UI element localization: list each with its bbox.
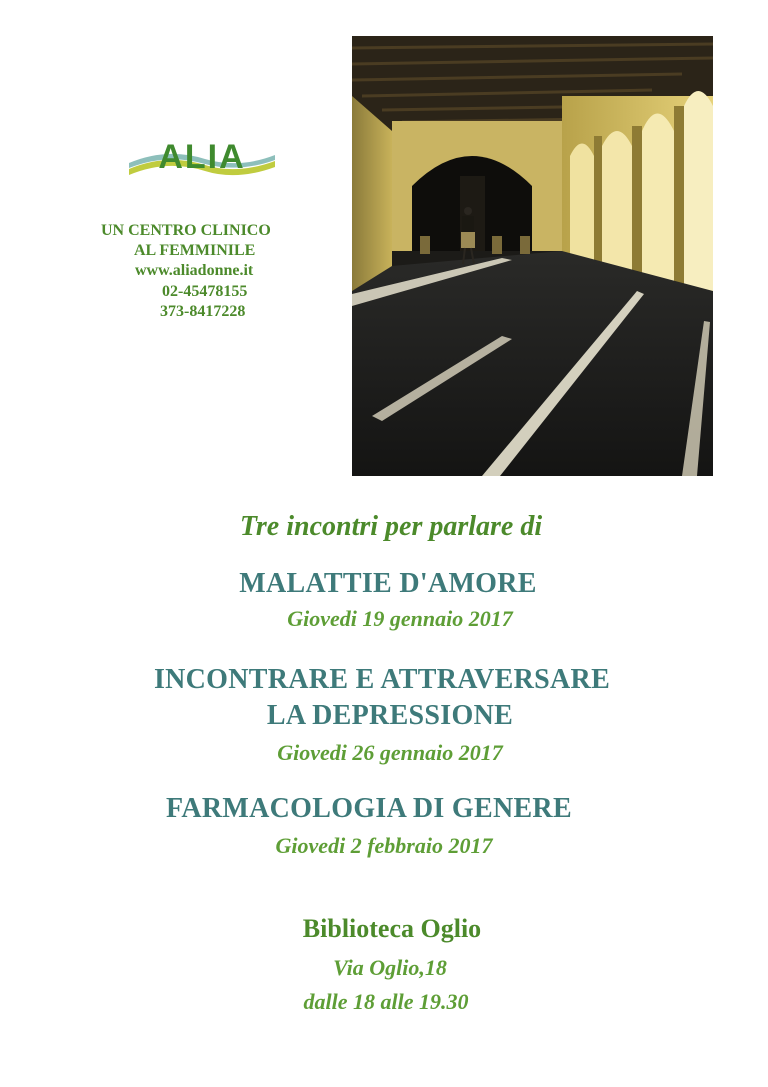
event-2-title-line1: INCONTRARE E ATTRAVERSARE (153, 664, 611, 695)
event-3-title: FARMACOLOGIA DI GENERE (166, 793, 572, 824)
event-2-date: Giovedi 26 gennaio 2017 (277, 740, 503, 765)
logo-text: ALIA (158, 138, 246, 176)
contact-line2: AL FEMMINILE (134, 242, 256, 259)
venue-time: dalle 18 alle 19.30 (303, 989, 469, 1014)
event-1-title: MALATTIE D'AMORE (239, 568, 537, 599)
venue-name: Biblioteca Oglio (302, 914, 482, 943)
venue-address: Via Oglio,18 (333, 955, 447, 980)
contact-phone1: 02-45478155 (162, 283, 248, 300)
contact-line1: UN CENTRO CLINICO (101, 222, 271, 239)
event-3-date: Giovedi 2 febbraio 2017 (275, 833, 493, 858)
contact-phone2: 373-8417228 (160, 303, 246, 320)
contact-website[interactable]: www.aliadonne.it (135, 262, 254, 279)
arcade-corridor-photo (352, 36, 713, 476)
event-1-date: Giovedi 19 gennaio 2017 (287, 606, 513, 631)
alia-logo (127, 135, 277, 180)
intro-heading: Tre incontri per parlare di (239, 511, 543, 542)
event-2-title-line2: LA DEPRESSIONE (266, 700, 514, 731)
